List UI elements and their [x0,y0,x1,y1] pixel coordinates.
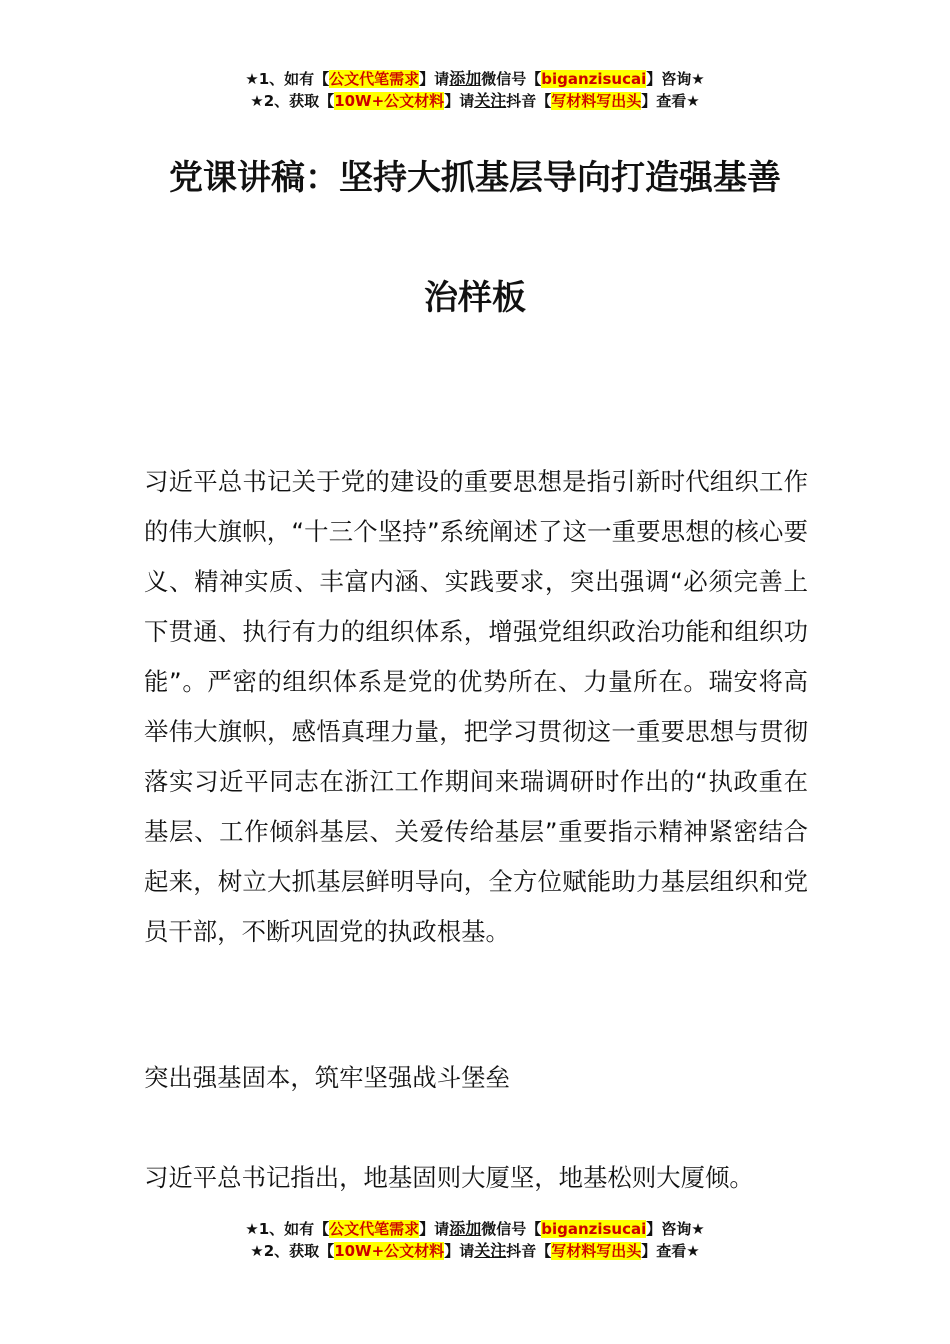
promo-highlight: 10W+公文材料 [334,92,445,110]
promo-wechat-id: biganzisucai [541,70,647,88]
promo-highlight: 10W+公文材料 [334,1242,445,1260]
body-paragraph-2: 习近平总书记指出，地基固则大厦坚，地基松则大厦倾。 [144,1163,754,1192]
section-subheading: 突出强基固本，筑牢坚强战斗堡垒 [144,1063,510,1092]
promo-text: 】咨询★ [646,1220,705,1238]
promo-underline: 关注 [474,91,507,110]
promo-text: 】查看★ [641,92,700,110]
promo-douyin-id: 写材料写出头 [551,92,642,110]
promo-banner-bottom [0,1218,950,1262]
document-title-line-2: 治样板 [424,278,526,318]
promo-text: ★1、如有【 [245,1220,330,1238]
promo-text: ★1、如有【 [245,70,330,88]
document-title-line-1: 党课讲稿：坚持大抓基层导向打造强基善 [169,158,781,198]
promo-text: 】请 [419,70,450,88]
promo-underline: 关注 [474,1241,507,1260]
promo-underline: 添加 [449,1219,482,1238]
promo-underline: 添加 [449,69,482,88]
promo-wechat-id: biganzisucai [541,1220,647,1238]
promo-text: ★2、获取【 [250,1242,335,1260]
promo-text: 】请 [419,1220,450,1238]
promo-line-2 [0,90,950,112]
promo-text: 抖音【 [506,1242,552,1260]
promo-douyin-id: 写材料写出头 [551,1242,642,1260]
promo-highlight: 公文代笔需求 [329,70,420,88]
body-paragraph-1: 习近平总书记关于党的建设的重要思想是指引新时代组织工作的伟大旗帜，“十三个坚持”系统阐述了这一重要思想的核心要义、精神实质、丰富内涵、实践要求，突出强调“必须完善上下贯通、执行有力的组织体系，增强党组织政治功能和组织功能”。严密的组织体系是党的优势所在、力量所在。瑞安将高举伟大旗帜，感悟真理力量，把学习贯彻这一重要思想与贯彻落实习近平同志在浙江工作期间来瑞调研时作出的“执政重在基层、工作倾斜基层、关爱传给基层”重要指示精神紧密结合起来，树立大抓基层鲜明导向，全方位赋能助力基层组织和党员干部，不断巩固党的执政根基。 [144,467,808,946]
promo-text: 抖音【 [506,92,552,110]
promo-text: 】请 [444,1242,475,1260]
promo-text: 微信号【 [481,1220,542,1238]
promo-text: 】请 [444,92,475,110]
promo-text: 】咨询★ [646,70,705,88]
promo-text: 】查看★ [641,1242,700,1260]
promo-line-2 [0,1240,950,1262]
promo-highlight: 公文代笔需求 [329,1220,420,1238]
promo-banner-top [0,68,950,112]
promo-line-1 [0,68,950,90]
promo-text: ★2、获取【 [250,92,335,110]
promo-text: 微信号【 [481,70,542,88]
promo-line-1 [0,1218,950,1240]
